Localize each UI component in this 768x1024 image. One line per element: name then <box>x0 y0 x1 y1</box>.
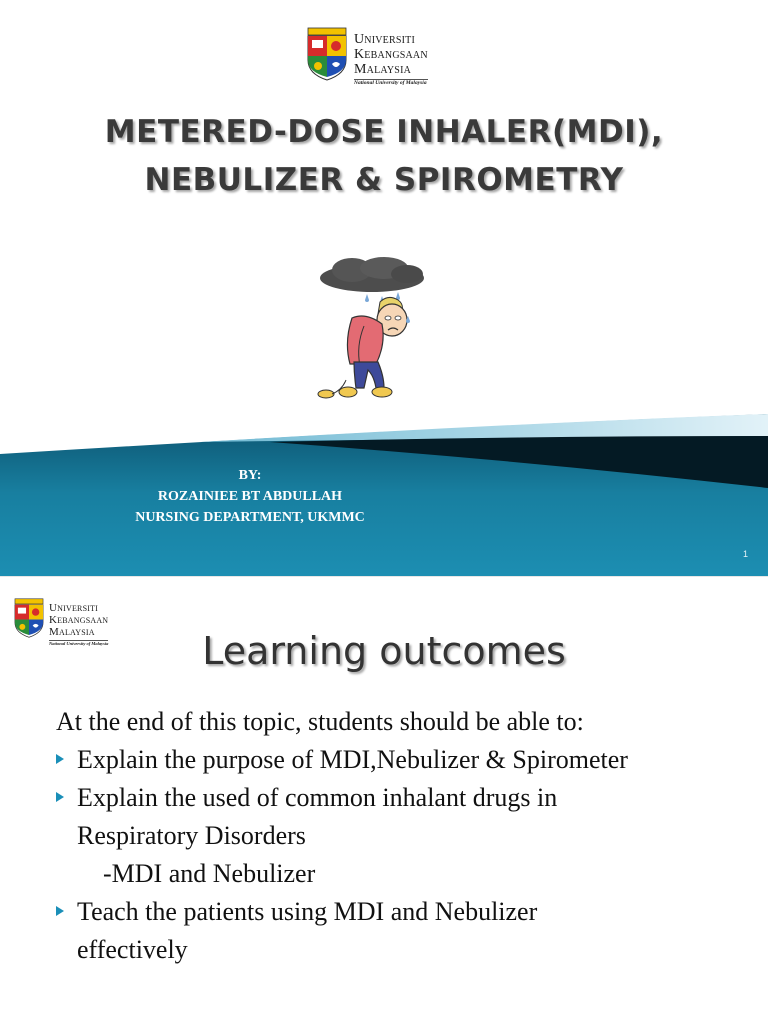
university-logo <box>304 26 428 87</box>
outcomes-content <box>56 703 756 969</box>
university-tagline: National University of Malaysia <box>49 641 109 646</box>
page-number: 1 <box>743 549 749 559</box>
learning-outcomes-slide <box>0 576 768 1024</box>
university-crest-icon <box>304 26 350 82</box>
slide-title-line2: NEBULIZER & SPIROMETRY <box>144 162 624 198</box>
list-item-continuation: Respiratory Disorders <box>77 821 306 850</box>
triangle-bullet-icon <box>56 754 64 764</box>
slide-title <box>0 108 768 204</box>
list-item-text: Teach the patients using MDI and Nebulizer <box>77 897 538 926</box>
slide-title: Learning outcomes <box>202 629 566 673</box>
sad-person-rain-cloud-icon <box>312 256 432 401</box>
university-name-line3: Malaysia <box>49 626 95 638</box>
by-label: BY: <box>238 468 262 483</box>
university-name-line1: Universiti <box>354 32 415 47</box>
presenter-department: NURSING DEPARTMENT, UKMMC <box>135 510 365 525</box>
outcomes-list <box>56 741 756 969</box>
slide-title-line1: METERED-DOSE INHALER(MDI), <box>104 114 664 150</box>
university-wordmark <box>354 32 428 87</box>
university-name-line2: Kebangsaan <box>49 614 109 626</box>
list-item-text: Explain the used of common inhalant drugs in <box>77 783 558 812</box>
list-item <box>56 779 756 893</box>
university-name-line2: Kebangsaan <box>354 47 428 62</box>
list-item-continuation: effectively <box>77 935 188 964</box>
presenter-info <box>95 465 405 528</box>
triangle-bullet-icon <box>56 906 64 916</box>
university-tagline: National University of Malaysia <box>354 80 427 86</box>
list-item <box>56 741 756 779</box>
list-item-text: Explain the purpose of MDI,Nebulizer & Spirometer <box>77 745 628 774</box>
triangle-bullet-icon <box>56 792 64 802</box>
intro-text: At the end of this topic, students should be able to: <box>56 707 584 736</box>
list-item-subline: -MDI and Nebulizer <box>103 859 316 888</box>
university-name-line1: Universiti <box>49 602 99 614</box>
university-name-line3: Malaysia <box>354 62 412 77</box>
list-item <box>56 893 756 969</box>
presenter-name: ROZAINIEE BT ABDULLAH <box>157 489 343 504</box>
